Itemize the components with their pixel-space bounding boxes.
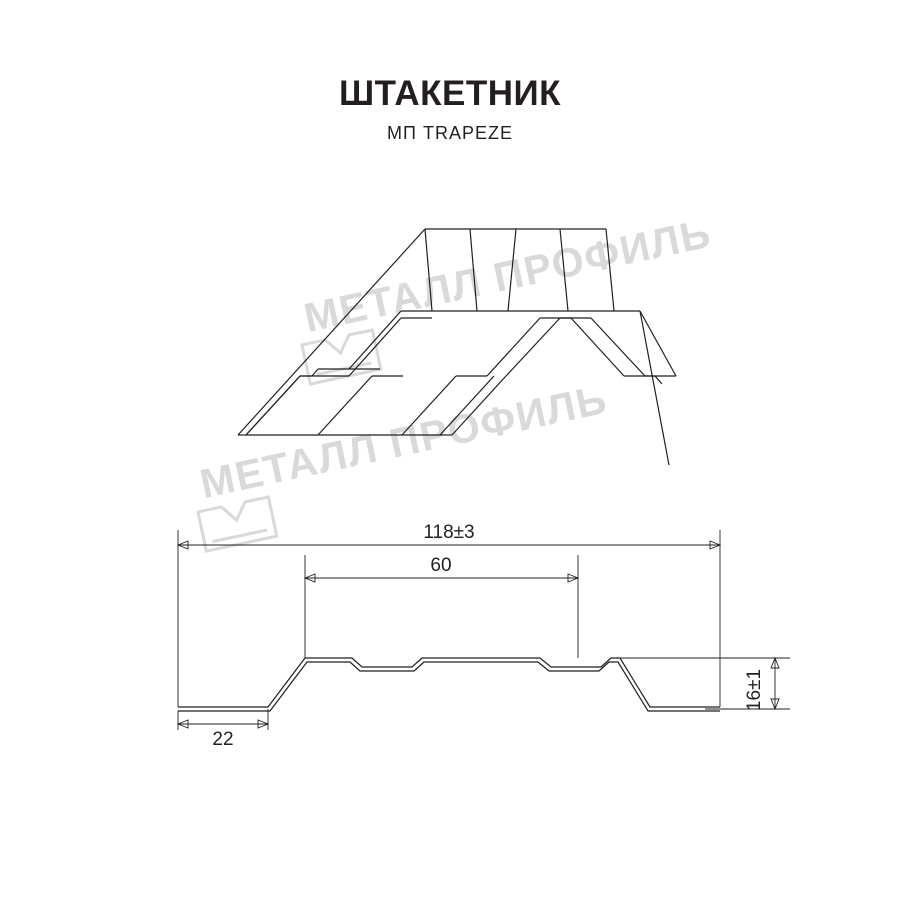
dimension-flange-width [178,720,268,750]
dimension-total-width [178,522,720,549]
dimension-label-total-width: 118±3 [423,522,475,543]
dimension-label-height: 16±1 [744,668,765,712]
page-title: ШТАКЕТНИК [338,74,561,113]
watermark-text-top: МЕТАЛЛ ПРОФИЛЬ [300,209,716,341]
dimension-label-flange-width: 22 [212,729,234,750]
dimension-label-top-width: 60 [430,555,452,576]
cross-section-profile-view [0,500,900,790]
dimension-extension-lines [178,530,790,730]
page-header [0,76,900,144]
watermark-text-bottom: МЕТАЛЛ ПРОФИЛЬ [196,375,612,507]
dimension-top-width [305,555,578,582]
profile-outline [178,658,720,711]
page-subtitle: МП TRAPEZE [387,122,513,143]
isometric-geometry [238,229,676,465]
dimension-height [744,658,779,711]
isometric-profile-view [0,190,900,460]
